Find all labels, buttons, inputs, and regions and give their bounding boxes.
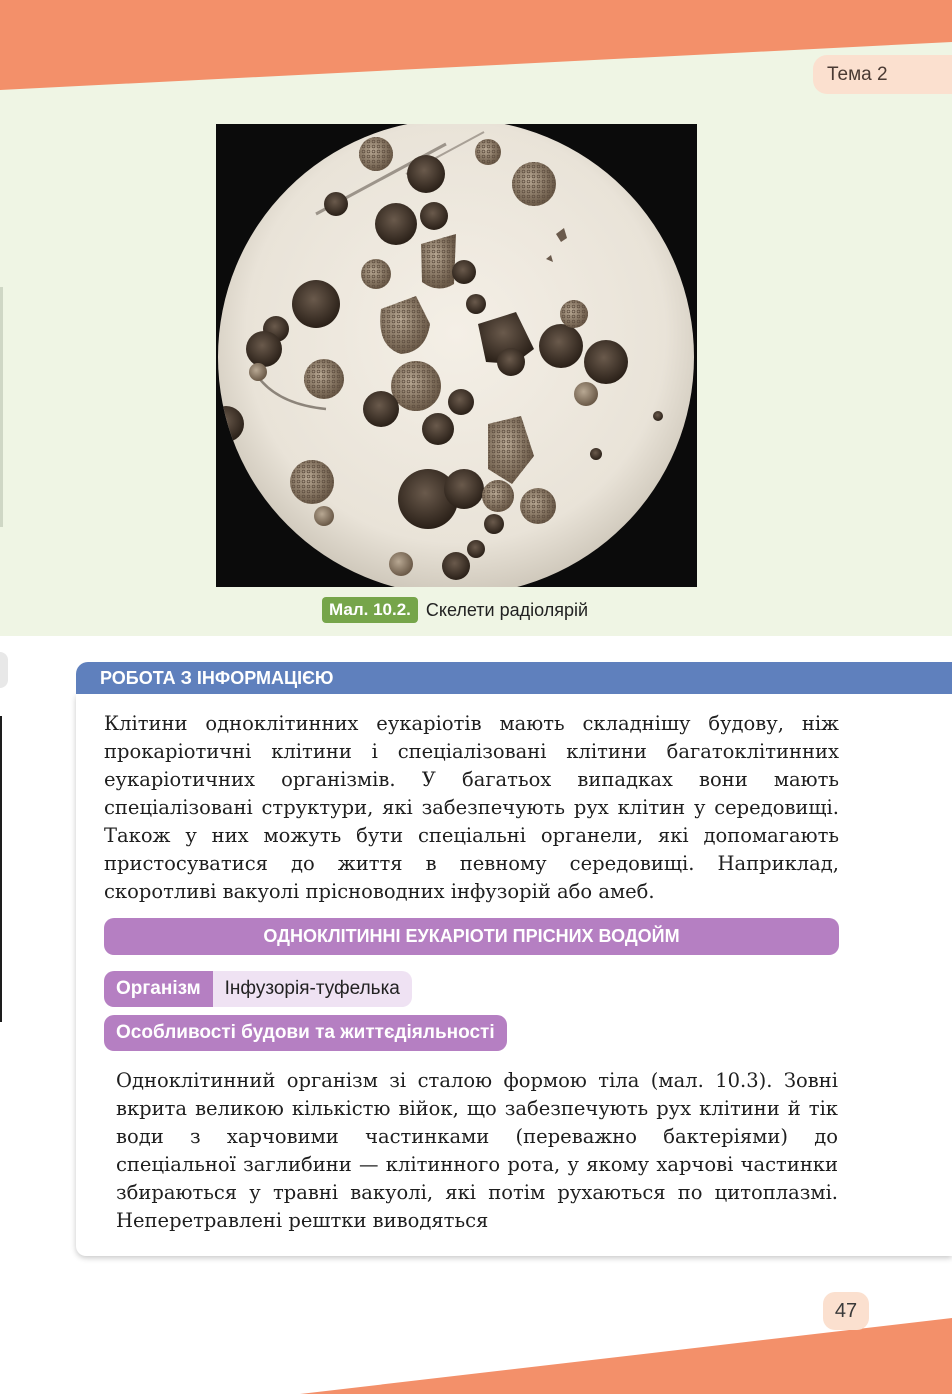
topic-tab: Тема 2: [813, 55, 952, 94]
left-edge-tab: [0, 652, 8, 688]
left-margin-rule: [0, 716, 2, 1022]
features-label: Особливості будови та життєдіяльності: [104, 1015, 507, 1051]
section-title-bar: ОДНОКЛІТИННІ ЕУКАРІОТИ ПРІСНИХ ВОДОЙМ: [104, 918, 839, 955]
info-card-title: РОБОТА З ІНФОРМАЦІЄЮ: [100, 668, 334, 688]
organism-value: Інфузорія-туфелька: [213, 971, 412, 1007]
figure-number-badge: Мал. 10.2.: [322, 597, 418, 623]
info-paragraph: Клітини одноклітинних еукаріотів мають складнішу будову, ніж прокаріотичні клітини і спеціалізовані клітини багатоклітинних еукаріотичних організмів. У багатьох випадках вони мають спеціалізовані структури, які забезпечують рух клітин у середовищі. Також у них можуть бути спеціальні органели, які допомагають пристосуватися до життя в певному середовищі. Наприклад, скоротливі вакуолі прісноводних інфузорій або амеб.: [104, 712, 839, 903]
radiolaria-microscope-photo: [216, 124, 697, 587]
top-orange-band: [0, 0, 952, 140]
figure-caption: [322, 596, 588, 624]
organism-row: [104, 971, 412, 1007]
info-card-header: [76, 662, 952, 694]
left-margin-rule-top: [0, 287, 3, 527]
page-number: 47: [823, 1292, 869, 1330]
organism-label: Організм: [104, 971, 213, 1007]
bottom-orange-band: [0, 1300, 952, 1394]
features-paragraph: Одноклітинний організм зі сталою формою тіла (мал. 10.3). Зовні вкрита великою кількістю війок, що забезпечують рух клітини й тік води з харчовими частинками (переважно бактеріями) до спеціальної заглибини — клітинного рота, у якому харчові частинки збираються у травні вакуолі, які потім рухаються по цитоплазмі. Неперетравлені рештки виводяться: [116, 1069, 838, 1232]
figure-caption-text: Скелети радіолярій: [425, 599, 589, 620]
